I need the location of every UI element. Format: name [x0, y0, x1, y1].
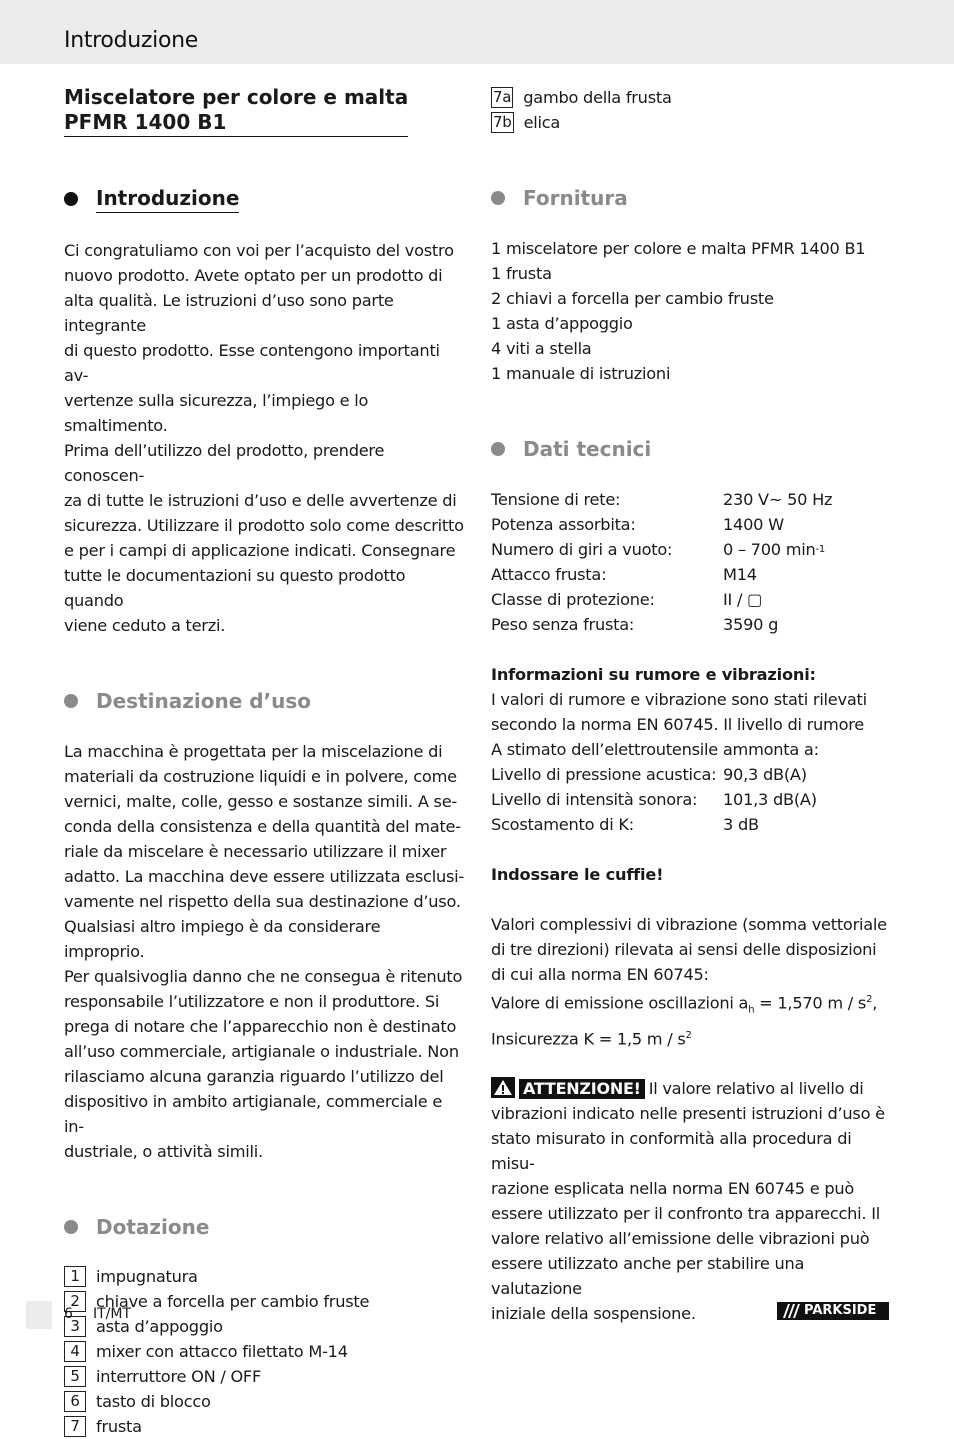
- part-list-item: [64, 1339, 464, 1364]
- paragraph-line: A stimato dell’elettroutensile ammonta a:: [491, 740, 819, 759]
- part-list-item: [64, 1389, 464, 1414]
- page-header-title: Introduzione: [64, 28, 198, 53]
- vibration-paragraph: [491, 912, 891, 987]
- footer-page-box: [26, 1301, 52, 1329]
- paragraph-line: La macchina è progettata per la miscelazione di: [64, 742, 443, 761]
- spec-label: Numero di giri a vuoto:: [491, 540, 673, 559]
- spec-row: [491, 812, 891, 837]
- paragraph-line: all’uso commerciale, artigianale o industriale. Non: [64, 1042, 459, 1061]
- section-heading-dati-tecnici: [491, 436, 891, 462]
- part-list-item: [64, 1264, 464, 1289]
- section-heading-fornitura: [491, 185, 891, 211]
- fornitura-item: 1 asta d’appoggio: [491, 314, 633, 333]
- paragraph-line: Per qualsivoglia danno che ne consegua è ritenuto: [64, 967, 463, 986]
- paragraph-line: viene ceduto a terzi.: [64, 616, 226, 635]
- spec-row: [491, 562, 891, 587]
- paragraph-line: razione esplicata nella norma EN 60745 e può: [491, 1179, 855, 1199]
- section-heading-text: Dati tecnici: [523, 437, 652, 461]
- spec-label: Attacco frusta:: [491, 565, 607, 584]
- spec-row: [491, 512, 891, 537]
- spec-row: [491, 612, 891, 637]
- spec-row: [491, 787, 891, 812]
- spec-value: 101,3 dB(A): [723, 790, 817, 809]
- spec-value: 230 V~ 50 Hz: [723, 490, 833, 509]
- brand-logo: [777, 1302, 889, 1320]
- warning-paragraph: [491, 1101, 891, 1326]
- paragraph-line: essere utilizzato per il confronto tra apparecchi. Il: [491, 1204, 880, 1224]
- language-code: IT/MT: [93, 1306, 132, 1322]
- paragraph-line: valore relativo all’emissione delle vibrazioni può: [491, 1229, 870, 1249]
- paragraph-line: I valori di rumore e vibrazione sono stati rilevati: [491, 690, 867, 709]
- warning-first-line: ATTENZIONE! Il valore relativo al livello di: [491, 1076, 891, 1101]
- spec-label: Potenza assorbita:: [491, 515, 636, 534]
- page-number: 6: [64, 1306, 73, 1322]
- spec-label: Classe di protezione:: [491, 590, 655, 609]
- spec-label: Tensione di rete:: [491, 490, 621, 509]
- spec-label: Peso senza frusta:: [491, 615, 635, 634]
- part-label: chiave a forcella per cambio fruste: [96, 1292, 370, 1311]
- fornitura-item: 4 viti a stella: [491, 339, 592, 358]
- part-number-box: 2: [64, 1291, 86, 1312]
- bullet-icon: [491, 442, 505, 456]
- fornitura-item: 1 manuale di istruzioni: [491, 364, 671, 383]
- paragraph-line: Valori complessivi di vibrazione (somma vettoriale: [491, 915, 887, 934]
- spec-label: Livello di intensità sonora:: [491, 790, 698, 809]
- paragraph-line: conda della consistenza e della quantità del mate-: [64, 817, 461, 836]
- part-label: interruttore ON / OFF: [96, 1367, 262, 1386]
- part-label: elica: [523, 113, 561, 132]
- part-list-item: [64, 1364, 464, 1389]
- paragraph-line: Prima dell’utilizzo del prodotto, prendere conoscen-: [64, 441, 385, 485]
- paragraph-line: alta qualità. Le istruzioni d’uso sono parte integrante: [64, 291, 394, 335]
- part-label: tasto di blocco: [96, 1392, 211, 1411]
- right-column: [491, 85, 891, 1326]
- section-heading-text: Destinazione d’uso: [96, 689, 312, 713]
- part-list-item: [64, 1414, 464, 1439]
- fornitura-item: 2 chiavi a forcella per cambio fruste: [491, 289, 774, 308]
- section-heading-destinazione: [64, 688, 464, 714]
- spec-row: [491, 762, 891, 787]
- part-number-box: 7a: [493, 88, 512, 106]
- paragraph-line: dustriale, o attività simili.: [64, 1142, 263, 1161]
- fornitura-item: 1 miscelatore per colore e malta PFMR 1400 B1: [491, 239, 866, 258]
- part-label: asta d’appoggio: [96, 1317, 223, 1336]
- spec-value: 0 – 700 min: [723, 540, 816, 559]
- vibration-value: Valore di emissione oscillazioni $a_h = 1,570$ m / $s^2$,: [491, 993, 878, 1016]
- part-list-item: [491, 110, 891, 135]
- noise-spec-table: [491, 762, 891, 837]
- paragraph-line: Ci congratuliamo con voi per l’acquisto del vostro: [64, 241, 454, 260]
- spec-label: Livello di pressione acustica:: [491, 765, 717, 784]
- spec-value: 3 dB: [723, 815, 759, 834]
- paragraph-line: Qualsiasi altro impiego è da considerare improprio.: [64, 917, 381, 961]
- paragraph-line: vibrazioni indicato nelle presenti istruzioni d’uso è: [491, 1104, 885, 1124]
- left-column: [64, 85, 464, 1439]
- section-heading-dotazione: [64, 1214, 464, 1240]
- paragraph-line: vamente nel rispetto della sua destinazione d’uso.: [64, 892, 461, 911]
- part-number-box: 3: [64, 1316, 86, 1337]
- section-heading-text: Introduzione: [96, 185, 239, 213]
- spec-table: [491, 487, 891, 637]
- paragraph-line: nuovo prodotto. Avete optato per un prodotto di: [64, 266, 443, 285]
- paragraph-line: essere utilizzato anche per stabilire una valutazione: [491, 1254, 805, 1299]
- spec-value: 1400 W: [723, 515, 784, 534]
- spec-value: II / ▢: [723, 590, 763, 609]
- paragraph-line: e per i campi di applicazione indicati. Consegnare: [64, 541, 456, 560]
- part-number-box: 1: [64, 1266, 86, 1287]
- paragraph-line: za di tutte le istruzioni d’uso e delle avvertenze di: [64, 491, 457, 510]
- noise-paragraph: [491, 687, 891, 762]
- part-label: gambo della frusta: [523, 88, 672, 107]
- bullet-icon: [64, 1220, 78, 1234]
- brand-stripes-icon: [779, 1302, 801, 1320]
- part-number-box: 7: [64, 1416, 86, 1437]
- part-label: mixer con attacco filettato M-14: [96, 1342, 348, 1361]
- document-title-line1: Miscelatore per colore e malta: [64, 85, 409, 109]
- dotazione-list-continued: [491, 85, 891, 135]
- paragraph-line: dispositivo in ambito artigianale, commerciale e in-: [64, 1092, 443, 1136]
- paragraph-line: secondo la norma EN 60745. Il livello di rumore: [491, 715, 864, 734]
- section-heading-introduzione: [64, 185, 464, 213]
- spec-value: M14: [723, 565, 757, 584]
- bullet-icon: [491, 191, 505, 205]
- bullet-icon: [64, 192, 78, 206]
- uncertainty-value: Insicurezza K = 1,5 m / $s^2$: [491, 1029, 692, 1049]
- spec-label: Scostamento di K:: [491, 815, 634, 834]
- spec-row: [491, 587, 891, 612]
- part-label: impugnatura: [96, 1267, 198, 1286]
- paragraph-line: adatto. La macchina deve essere utilizzata esclusi-: [64, 867, 464, 886]
- section-heading-text: Dotazione: [96, 1215, 210, 1239]
- paragraph-line: di questo prodotto. Esse contengono importanti av-: [64, 341, 440, 385]
- bullet-icon: [64, 694, 78, 708]
- ear-protection-note: Indossare le cuffie!: [491, 865, 664, 884]
- paragraph-line: materiali da costruzione liquidi e in polvere, come: [64, 767, 457, 786]
- part-number-box: 7b: [493, 113, 512, 131]
- part-number-box: 6: [64, 1391, 86, 1412]
- document-title-line2: PFMR 1400 B1: [64, 110, 227, 134]
- document-title: [64, 85, 408, 137]
- spec-value: 3590 g: [723, 615, 779, 634]
- spec-row: [491, 487, 891, 512]
- paragraph-line: prega di notare che l’apparecchio non è destinato: [64, 1017, 457, 1036]
- paragraph-line: vernici, malte, colle, gesso e sostanze simili. A se-: [64, 792, 458, 811]
- dotazione-list: [64, 1264, 464, 1439]
- intro-paragraph: [64, 238, 464, 638]
- spec-value: 90,3 dB(A): [723, 765, 807, 784]
- paragraph-line: responsabile l’utilizzatore e non il produttore. Si: [64, 992, 440, 1011]
- warning-triangle-icon: [491, 1077, 515, 1098]
- section-heading-text: Fornitura: [523, 186, 628, 210]
- paragraph-line: sicurezza. Utilizzare il prodotto solo come descritto: [64, 516, 464, 535]
- part-number-box: 4: [64, 1341, 86, 1362]
- paragraph-line: rilasciamo alcuna garanzia riguardo l’utilizzo del: [64, 1067, 444, 1086]
- paragraph-line: riale da miscelare è necessario utilizzare il mixer: [64, 842, 447, 861]
- part-label: frusta: [96, 1417, 142, 1436]
- spec-row: [491, 537, 891, 562]
- fornitura-list: [491, 236, 891, 386]
- part-number-box: 5: [64, 1366, 86, 1387]
- fornitura-item: 1 frusta: [491, 264, 552, 283]
- warning-badge: ATTENZIONE!: [519, 1079, 645, 1099]
- paragraph-line: vertenze sulla sicurezza, l’impiego e lo smaltimento.: [64, 391, 369, 435]
- paragraph-line: di cui alla norma EN 60745:: [491, 965, 709, 984]
- paragraph-line: di tre direzioni) rilevata ai sensi delle disposizioni: [491, 940, 877, 959]
- spec-unit-superscript: -1: [815, 544, 825, 555]
- paragraph-line: stato misurato in conformità alla procedura di misu-: [491, 1129, 852, 1174]
- noise-heading: Informazioni su rumore e vibrazioni:: [491, 665, 816, 684]
- paragraph-line: tutte le documentazioni su questo prodotto quando: [64, 566, 406, 610]
- paragraph-line: iniziale della sospensione.: [491, 1304, 696, 1324]
- part-list-item: [491, 85, 891, 110]
- brand-logo-text: PARKSIDE: [804, 1303, 877, 1318]
- destinazione-paragraph: [64, 739, 464, 1164]
